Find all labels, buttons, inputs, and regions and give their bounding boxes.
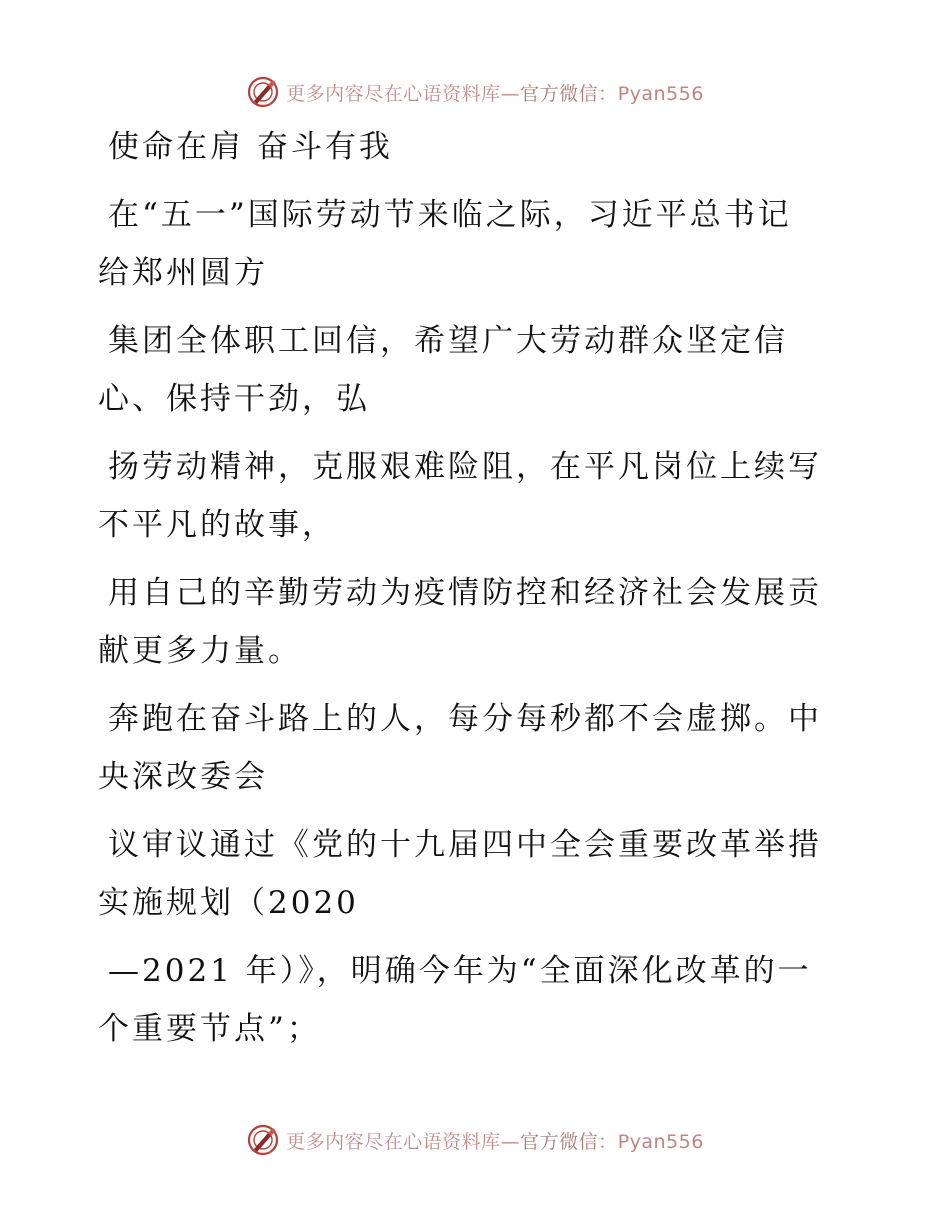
paragraph <box>98 186 858 302</box>
paragraph-line: 议审议通过《党的十九届四中全会重要改革举措 <box>108 827 822 863</box>
pen-logo-icon <box>246 75 280 109</box>
watermark-label: 官方微信： <box>520 1130 618 1153</box>
watermark-text <box>286 79 704 106</box>
paragraph-line: 用自己的辛勤劳动为疫情防控和经济社会发展贡 <box>108 575 822 611</box>
watermark-wechat-id: Pyan556 <box>617 82 704 105</box>
paragraph-line: 在“五一”国际劳动节来临之际，习近平总书记 <box>108 197 792 233</box>
watermark-brand: 更多内容尽在心语资料库 <box>286 1130 501 1153</box>
paragraph-line: 实施规划（2020 <box>98 885 359 921</box>
paragraph-line: 不平凡的故事， <box>98 507 336 543</box>
watermark-wechat-id: Pyan556 <box>617 1130 704 1153</box>
paragraph-line: 央深改委会 <box>98 759 268 795</box>
paragraph-line: 个重要节点”； <box>98 1011 321 1047</box>
watermark-brand: 更多内容尽在心语资料库 <box>286 82 501 105</box>
paragraph-line: 集团全体职工回信，希望广大劳动群众坚定信 <box>108 323 788 359</box>
paragraph-line: 奔跑在奋斗路上的人，每分每秒都不会虚掷。中 <box>108 701 822 737</box>
paragraph <box>98 690 858 806</box>
watermark-label: 官方微信： <box>520 82 618 105</box>
paragraph-line: 献更多力量。 <box>98 633 302 669</box>
header-watermark <box>0 72 950 112</box>
footer-watermark <box>0 1120 950 1160</box>
watermark-separator: — <box>500 82 521 105</box>
watermark-separator: — <box>500 1130 521 1153</box>
paragraph-line: 扬劳动精神，克服艰难险阻，在平凡岗位上续写 <box>108 449 822 485</box>
paragraph-line: 心、保持干劲，弘 <box>98 381 370 417</box>
paragraph <box>98 564 858 680</box>
paragraph-line: —2021 年）》，明确今年为“全面深化改革的一 <box>108 953 812 989</box>
paragraph-line: 给郑州圆方 <box>98 255 268 291</box>
paragraph <box>98 312 858 428</box>
pen-logo-icon <box>246 1123 280 1157</box>
watermark-text <box>286 1127 704 1154</box>
paragraph <box>98 816 858 932</box>
paragraph <box>98 942 858 1058</box>
document-body <box>98 118 858 1058</box>
paragraph <box>98 438 858 554</box>
paragraph <box>98 118 858 176</box>
document-title: 使命在肩 奋斗有我 <box>108 129 393 165</box>
